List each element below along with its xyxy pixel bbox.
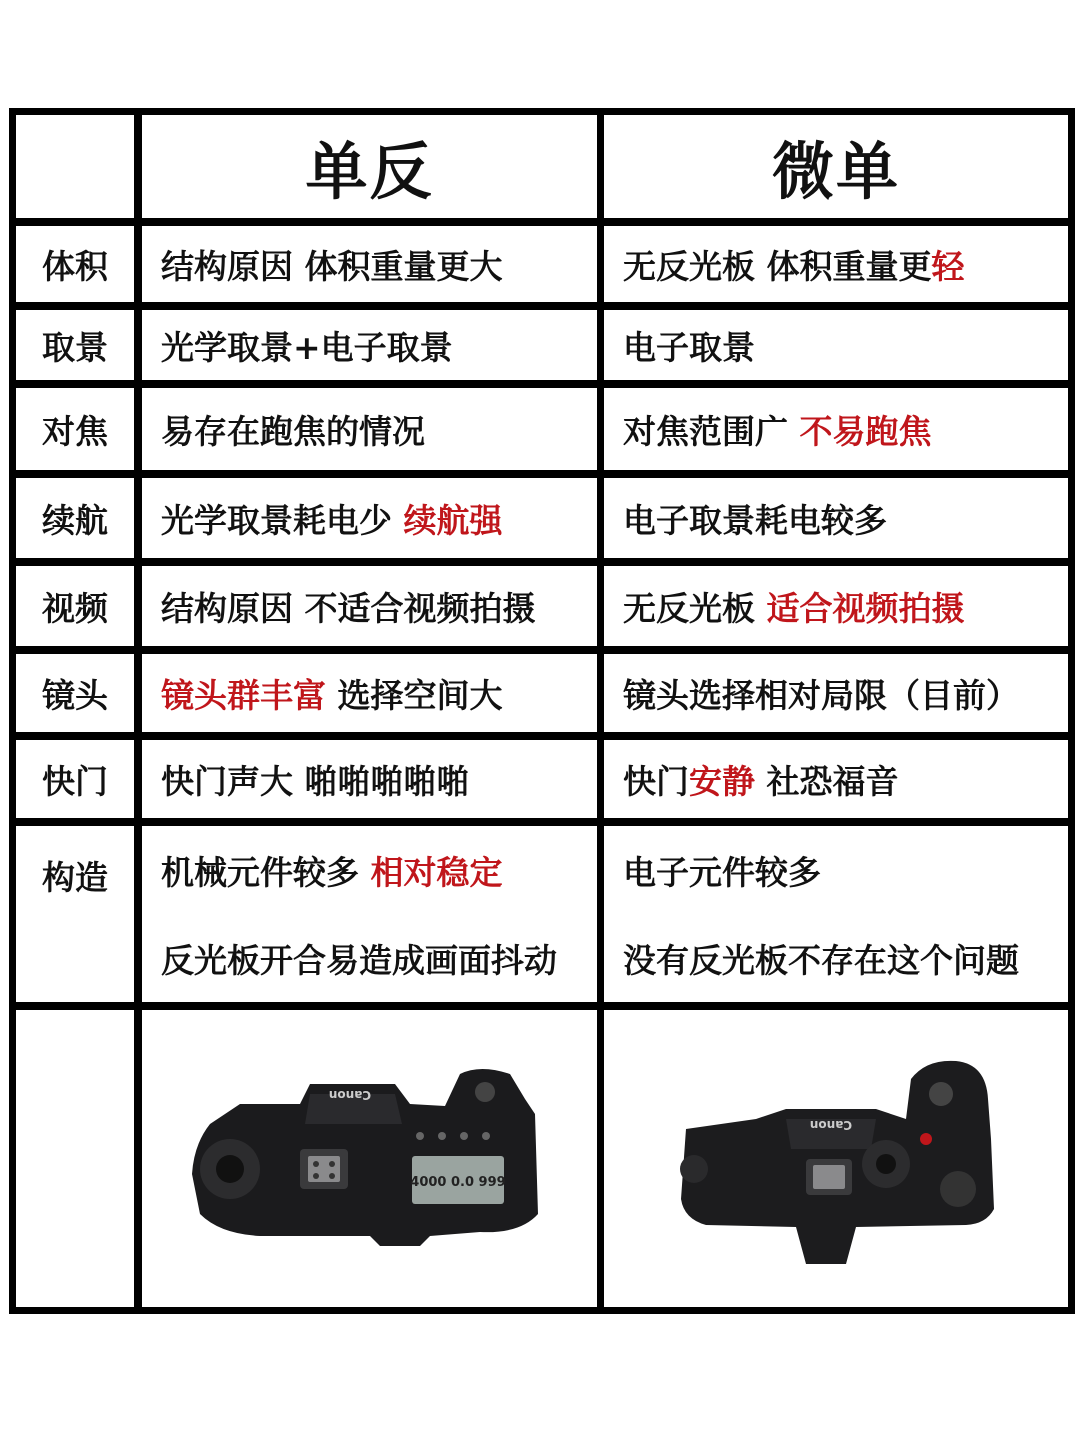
mirrorless-cell — [604, 388, 1068, 470]
brand-logo-mirrorless: Canon — [809, 1117, 853, 1132]
column-header-mirrorless: 微单 — [604, 115, 1068, 218]
highlight-text: 轻 — [931, 246, 965, 286]
cell-text: 社恐福音 — [755, 761, 899, 801]
comparison-table — [9, 108, 1075, 1314]
highlight-text: 续航强 — [403, 500, 503, 540]
highlight-text: 不易跑焦 — [799, 411, 932, 451]
dslr-cell — [142, 310, 597, 380]
dslr-image-cell — [142, 1010, 597, 1307]
cell-text: 对焦范围广 — [623, 411, 800, 451]
row-label: 体积 — [16, 226, 134, 302]
cell-text: 结构原因 体积重量更大 — [161, 246, 503, 286]
mirrorless-cell — [604, 740, 1068, 818]
dslr-cell — [142, 740, 597, 818]
dslr-cell — [142, 654, 597, 732]
dslr-cell — [142, 388, 597, 470]
mirrorless-cell — [604, 226, 1068, 302]
cell-text: 电子取景 — [623, 327, 755, 367]
cell-text: 结构原因 不适合视频拍摄 — [161, 588, 536, 628]
dslr-cell — [142, 826, 597, 1002]
highlight-text: 适合视频拍摄 — [766, 588, 965, 628]
lcd-readout: 4000 0.0 999 — [409, 1174, 506, 1190]
row-label: 取景 — [16, 310, 134, 380]
corner-cell — [16, 115, 134, 218]
highlight-text: 相对稳定 — [370, 852, 503, 892]
row-label: 续航 — [16, 478, 134, 558]
cell-text: 机械元件较多 — [161, 852, 371, 892]
row-label: 视频 — [16, 566, 134, 646]
mirrorless-cell — [604, 478, 1068, 558]
mirrorless-image-cell — [604, 1010, 1068, 1307]
cell-text: 镜头选择相对局限（目前） — [623, 675, 1019, 715]
dslr-camera-image — [180, 1064, 560, 1254]
row-label: 对焦 — [16, 388, 134, 470]
cell-text: 光学取景耗电少 — [161, 500, 404, 540]
cell-text: 光学取景+电子取景 — [161, 327, 453, 367]
cell-line — [161, 826, 503, 914]
mirrorless-cell — [604, 566, 1068, 646]
cell-text: 选择空间大 — [326, 675, 503, 715]
highlight-text: 安静 — [689, 761, 755, 801]
row-label: 构造 — [16, 826, 134, 1002]
brand-logo-dslr: Canon — [328, 1087, 371, 1102]
mirrorless-cell — [604, 654, 1068, 732]
dslr-cell — [142, 566, 597, 646]
cell-text: 易存在跑焦的情况 — [161, 411, 425, 451]
cell-text: 无反光板 — [623, 588, 767, 628]
mirrorless-camera-image — [666, 1039, 1006, 1279]
cell-text: 快门 — [623, 761, 689, 801]
cell-line: 反光板开合易造成画面抖动 — [161, 940, 557, 980]
row-label: 镜头 — [16, 654, 134, 732]
empty-cell — [16, 1010, 134, 1307]
row-label: 快门 — [16, 740, 134, 818]
mirrorless-cell — [604, 826, 1068, 1002]
dslr-cell — [142, 478, 597, 558]
cell-line: 电子元件较多 — [623, 852, 821, 892]
column-header-dslr: 单反 — [142, 115, 597, 218]
cell-text: 无反光板 体积重量更 — [623, 246, 932, 286]
mirrorless-cell — [604, 310, 1068, 380]
cell-line: 没有反光板不存在这个问题 — [623, 940, 1019, 980]
cell-text: 电子取景耗电较多 — [623, 500, 887, 540]
highlight-text: 镜头群丰富 — [161, 675, 326, 715]
dslr-cell — [142, 226, 597, 302]
cell-text: 快门声大 啪啪啪啪啪 — [161, 761, 470, 801]
